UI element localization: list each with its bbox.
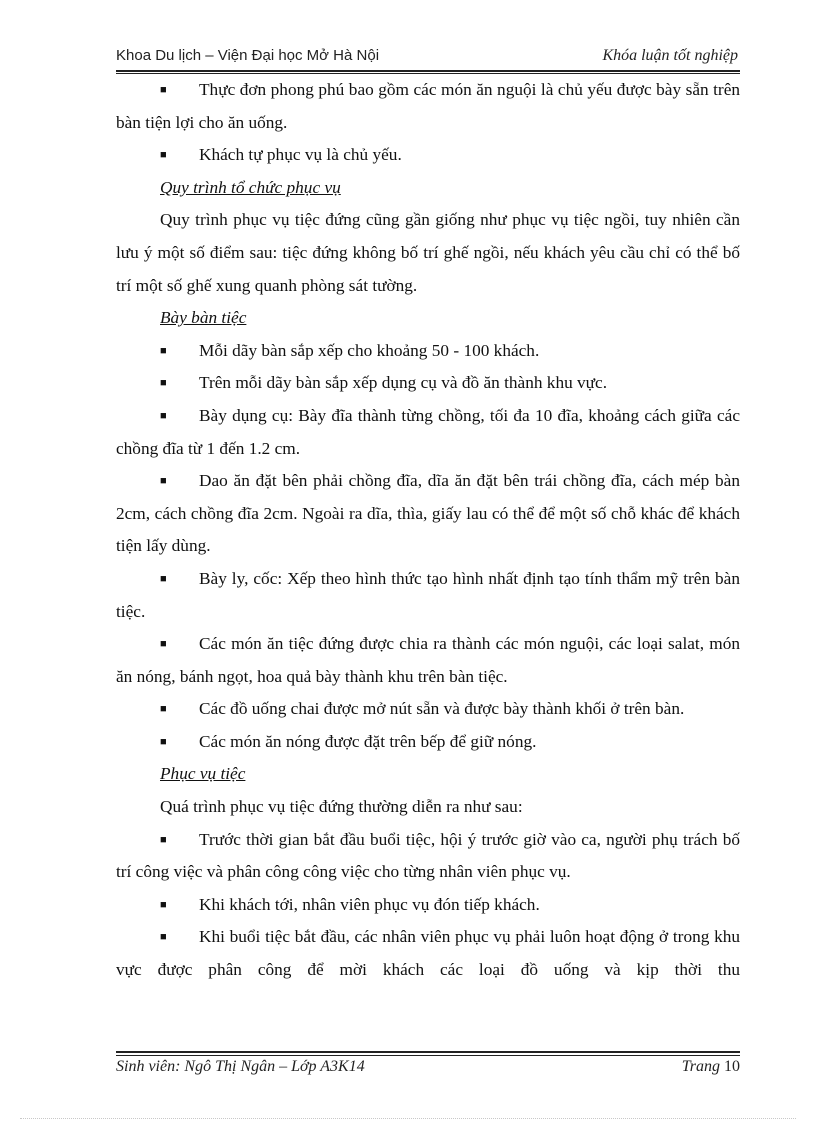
bullet-item: ■ Các món ăn nóng được đặt trên bếp để giữ nóng. (116, 726, 740, 759)
footer-rule (116, 1051, 740, 1053)
header-doc-type: Khóa luận tốt nghiệp (602, 47, 738, 64)
footer-page-number (682, 1058, 740, 1076)
footer-rule-thin (116, 1055, 740, 1056)
section-heading: Quy trình tổ chức phục vụ (160, 177, 341, 197)
bullet-item: ■ Khi khách tới, nhân viên phục vụ đón tiếp khách. (116, 889, 740, 922)
bullet-item: ■ Các đồ uống chai được mở nút sẵn và được bày thành khối ở trên bàn. (116, 693, 740, 726)
header-rule (116, 70, 740, 72)
page-number: 10 (724, 1058, 740, 1075)
page-footer (116, 1058, 740, 1080)
bullet-square-icon: ■ (160, 572, 167, 585)
bullet-square-icon: ■ (160, 475, 167, 488)
bullet-item: ■ Trước thời gian bắt đầu buổi tiệc, hội ý trước giờ vào ca, người phụ trách bố trí công việc và phân công công việc cho từng nhân viên phục vụ. (116, 824, 740, 889)
bullet-square-icon: ■ (160, 409, 167, 422)
bullet-square-icon: ■ (160, 638, 167, 651)
footer-student-info: Sinh viên: Ngô Thị Ngân – Lớp A3K14 (116, 1058, 365, 1075)
bullet-square-icon: ■ (160, 833, 167, 846)
paragraph: Quá trình phục vụ tiệc đứng thường diễn ra như sau: (160, 797, 523, 817)
bullet-square-icon: ■ (160, 344, 167, 357)
bullet-item: ■ Thực đơn phong phú bao gồm các món ăn nguội là chủ yếu được bày sẵn trên bàn tiện lợi cho ăn uống. (116, 74, 740, 139)
bullet-square-icon: ■ (160, 149, 167, 162)
bullet-item: ■ Khi buổi tiệc bắt đầu, các nhân viên phục vụ phải luôn hoạt động ở trong khu vực được phân công để mời khách các loại đồ uống và kịp thời thu (116, 921, 740, 986)
bullet-square-icon: ■ (160, 377, 167, 390)
bullet-item: ■ Bày ly, cốc: Xếp theo hình thức tạo hình nhất định tạo tính thẩm mỹ trên bàn tiệc. (116, 563, 740, 628)
bullet-item: ■ Khách tự phục vụ là chủ yếu. (116, 139, 740, 172)
bullet-item: ■ Dao ăn đặt bên phải chồng đĩa, dĩa ăn đặt bên trái chồng đĩa, cách mép bàn 2cm, cách chồng đĩa 2cm. Ngoài ra dĩa, thìa, giấy lau có thể để một số chỗ khác để khách tiện lấy dùng. (116, 465, 740, 563)
bullet-item: ■ Mỗi dãy bàn sắp xếp cho khoảng 50 - 100 khách. (116, 335, 740, 368)
bullet-square-icon: ■ (160, 84, 167, 96)
page-header (116, 47, 738, 69)
section-heading: Bày bàn tiệc (160, 308, 247, 328)
bullet-square-icon: ■ (160, 703, 167, 716)
bullet-square-icon: ■ (160, 931, 167, 944)
section-heading: Phục vụ tiệc (160, 764, 246, 784)
page-edge-divider (20, 1118, 796, 1119)
bullet-square-icon: ■ (160, 735, 167, 748)
page-label: Trang (681, 1058, 720, 1075)
bullet-item: ■ Bày dụng cụ: Bày đĩa thành từng chồng, tối đa 10 đĩa, khoảng cách giữa các chồng đĩa từ 1 đến 1.2 cm. (116, 400, 740, 465)
header-institution: Khoa Du lịch – Viện Đại học Mở Hà Nội (116, 47, 380, 64)
bullet-square-icon: ■ (160, 898, 167, 911)
page-body (116, 74, 740, 987)
bullet-item: ■ Trên mỗi dãy bàn sắp xếp dụng cụ và đồ ăn thành khu vực. (116, 367, 740, 400)
paragraph: Quy trình phục vụ tiệc đứng cũng gần giống như phục vụ tiệc ngồi, tuy nhiên cần lưu ý một số điểm sau: tiệc đứng không bố trí ghế ngồi, nếu khách yêu cầu chỉ có thể bố trí một số ghế xung quanh phòng sát tường. (116, 210, 740, 295)
bullet-item: ■ Các món ăn tiệc đứng được chia ra thành các món nguội, các loại salat, món ăn nóng, bánh ngọt, hoa quả bày thành khu trên bàn tiệc. (116, 628, 740, 693)
